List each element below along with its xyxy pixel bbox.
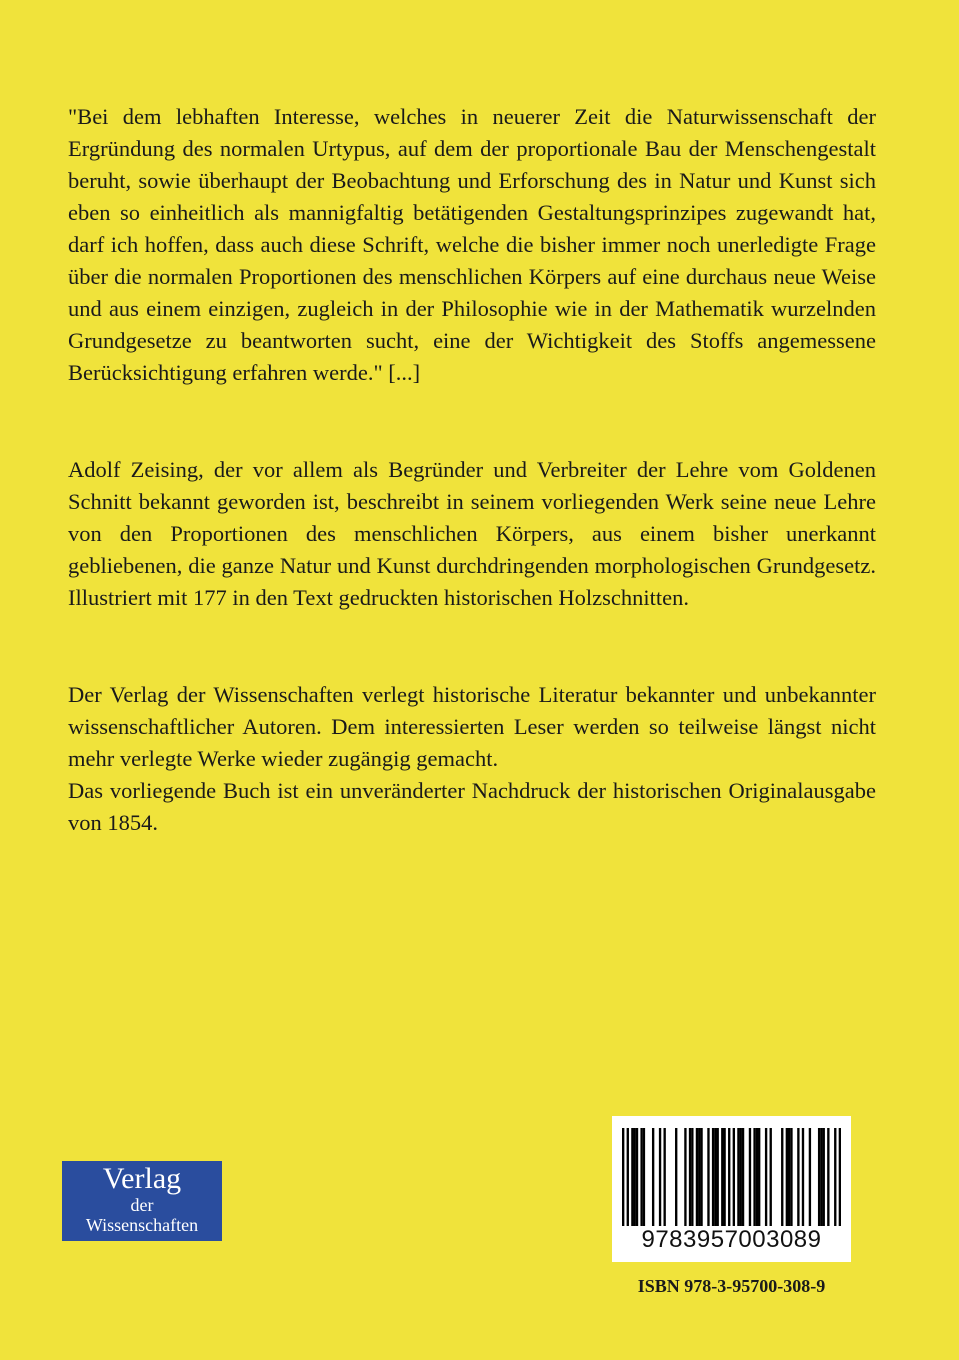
barcode-bar (627, 1128, 629, 1226)
barcode-bar (756, 1128, 758, 1226)
barcode-bar (707, 1128, 709, 1226)
barcode-bar (700, 1128, 702, 1226)
barcode-bar (733, 1128, 735, 1226)
logo-line-wissenschaften: Wissenschaften (85, 1215, 199, 1235)
barcode-bar (788, 1128, 790, 1226)
barcode-bar (740, 1128, 742, 1226)
barcode-bar (634, 1128, 636, 1226)
about-paragraph: Adolf Zeising, der vor allem als Begründer und Verbreiter der Lehre vom Goldenen Schnitt bekannt geworden ist, beschreibt in seinem vorliegenden Werk seine neue Lehre von den Proportionen des menschlichen Körpers, aus einem bisher unerkannt gebliebenen, die ganze Natur und Kunst durchdringenden morphologischen Grundgesetz. Illustriert mit 177 in den Text gedruckten historischen Holzschnitten. (68, 457, 876, 610)
barcode-bar (689, 1128, 691, 1226)
barcode-bar (723, 1128, 725, 1226)
barcode-bar (659, 1128, 661, 1226)
barcode-bar (698, 1128, 700, 1226)
barcode-bar (823, 1128, 825, 1226)
barcode-digits: 9783957003089 (641, 1226, 822, 1253)
barcode-bar (636, 1128, 638, 1226)
logo-line-verlag: Verlag (102, 1162, 182, 1195)
isbn-label: ISBN 978-3-95700-308-9 (637, 1276, 826, 1296)
publisher-paragraph-1: Der Verlag der Wissenschaften verlegt historische Literatur bekannter und unbekannter wissenschaftlicher Autoren. Dem interessierten Leser werden so teilweise längst nicht mehr verlegte Werke wieder zugängig gemacht. (68, 682, 876, 771)
barcode-bar (820, 1128, 822, 1226)
barcode-bar (749, 1128, 751, 1226)
barcode-bars-icon (622, 1128, 841, 1226)
barcode-bar (737, 1128, 739, 1226)
publisher-logo (62, 1161, 222, 1241)
barcode-bar (770, 1128, 772, 1226)
publisher-info (68, 679, 876, 839)
barcode-bar (765, 1128, 767, 1226)
barcode-bar (834, 1128, 836, 1226)
barcode-bar (827, 1128, 829, 1226)
barcode-bar (797, 1128, 799, 1226)
barcode-bar (631, 1128, 633, 1226)
barcode-bar (712, 1128, 714, 1226)
barcode-bar (818, 1128, 820, 1226)
quote-paragraph: "Bei dem lebhaften Interesse, welches in neuerer Zeit die Naturwissenschaft der Ergründung des normalen Urtypus, auf dem der proportionale Bau der Menschengestalt beruht, sowie überhaupt der Beobachtung und Erforschung des in Natur und Kunst sich eben so einheitlich als mannigfaltig betätigenden Gestaltungsprinzipes zugewandt hat, darf ich hoffen, dass auch diese Schrift, welche die bisher immer noch unerledigte Frage über die normalen Proportionen des menschlichen Körpers auf eine durchaus neue Weise und aus einem einzigen, zugleich in der Philosophie wie in der Mathematik wurzelnden Grundgesetze zu beantworten sucht, eine der Wichtigkeit des Stoffs angemessene Berücksichtigung erfahren werde." [...] (68, 104, 876, 385)
barcode-bar (684, 1128, 686, 1226)
barcode-bar (640, 1128, 642, 1226)
barcode-bar (781, 1128, 783, 1226)
barcode-bar (758, 1128, 760, 1226)
barcode-bar (643, 1128, 645, 1226)
barcode-bar (691, 1128, 693, 1226)
publisher-paragraph-2: Das vorliegende Buch ist ein unveränderter Nachdruck der historischen Originalausgabe von 1854. (68, 778, 876, 835)
barcode-bar (675, 1128, 677, 1226)
barcode-bar (742, 1128, 744, 1226)
barcode-bar (721, 1128, 723, 1226)
barcode-bar (809, 1128, 811, 1226)
barcode-bar (714, 1128, 716, 1226)
barcode-bar (753, 1128, 755, 1226)
barcode-bar (717, 1128, 719, 1226)
barcode-bar (802, 1128, 804, 1226)
barcode-bar (622, 1128, 624, 1226)
barcode-bar (663, 1128, 665, 1226)
barcode (612, 1116, 851, 1262)
barcode-bar (790, 1128, 792, 1226)
barcode-bar (728, 1128, 730, 1226)
barcode-bar (652, 1128, 654, 1226)
barcode-bar (839, 1128, 841, 1226)
logo-line-der: der (130, 1195, 154, 1215)
barcode-bar (696, 1128, 698, 1226)
barcode-bar (786, 1128, 788, 1226)
